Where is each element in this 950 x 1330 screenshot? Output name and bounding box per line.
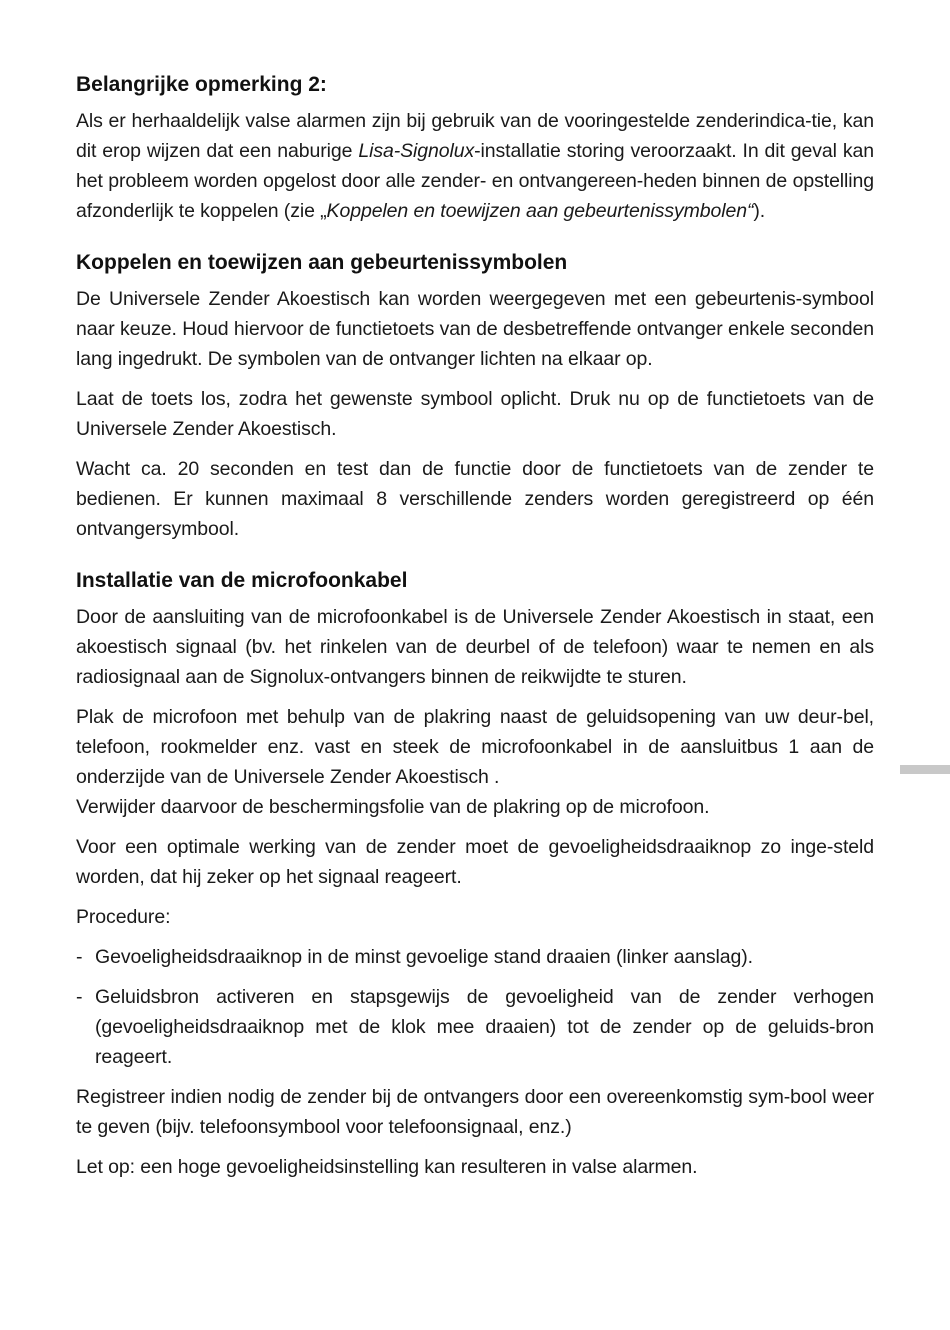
paragraph-procedure: Procedure: <box>76 906 171 928</box>
paragraph-warning: Let op: een hoge gevoeligheidsinstelling kan resulteren in valse alarmen. <box>76 1156 698 1178</box>
section-pairing <box>76 248 874 544</box>
heading-pairing: Koppelen en toewijzen aan gebeurtenissymbolen <box>76 251 568 274</box>
dash-bullet: - <box>76 986 83 1008</box>
section-microphone-cable <box>76 566 874 1182</box>
page-edge-tab <box>900 765 950 774</box>
procedure-step-2: - Geluidsbron activeren en stapsgewijs de gevoeligheid van de zender verhogen (gevoeligheidsdraaiknop met de klok mee draaien) tot de zender op de geluids-bron reageert. <box>76 982 874 1072</box>
paragraph-release-key: Laat de toets los, zodra het gewenste symbool oplicht. Druk nu op de functietoets van de Universele Zender Akoestisch. <box>76 388 874 440</box>
manual-page <box>76 70 874 1204</box>
procedure-step-1: - Gevoeligheidsdraaiknop in de minst gevoelige stand draaien (linker aanslag). <box>76 942 874 972</box>
dash-bullet: - <box>76 946 83 968</box>
paragraph-pairing-intro: De Universele Zender Akoestisch kan worden weergegeven met een gebeurtenis-symbool naar keuze. Houd hiervoor de functietoets van de desbetreffende ontvanger enkele seconden lang ingedrukt. De symbolen van de ontvanger lichten na elkaar op. <box>76 288 874 370</box>
heading-microphone-cable: Installatie van de microfoonkabel <box>76 569 408 592</box>
paragraph-register: Registreer indien nodig de zender bij de ontvangers door een overeenkomstig sym-bool weer te geven (bijv. telefoonsymbool voor telefoonsignaal, enz.) <box>76 1086 874 1138</box>
paragraph-attach-microphone: Plak de microfoon met behulp van de plakring naast de geluidsopening van uw deur-bel, telefoon, rookmelder enz. vast en steek de microfoonkabel in de aansluitbus 1 aan de onderzijde van de Universele Zender Akoestisch . Verwijder daarvoor de beschermingsfolie van de plakring op de microfoon. <box>76 706 874 818</box>
paragraph-sensitivity: Voor een optimale werking van de zender moet de gevoeligheidsdraaiknop zo inge-steld worden, dat hij zeker op het signaal reageert. <box>76 836 874 888</box>
paragraph-cable-intro: Door de aansluiting van de microfoonkabel is de Universele Zender Akoestisch in staat, een akoestisch signaal (bv. het rinkelen van de deurbel of de telefoon) waar te nemen en als radiosignaal aan de Signolux-ontvangers binnen de reikwijdte te sturen. <box>76 606 874 688</box>
section-important-note <box>76 70 874 226</box>
paragraph-false-alarms: Als er herhaaldelijk valse alarmen zijn bij gebruik van de vooringestelde zenderindica-tie, kan dit erop wijzen dat een naburige Lisa-Signolux-installatie storing veroorzaakt. In dit geval kan het probleem worden opgelost door alle zender- en ontvangereen-heden binnen de opstelling afzonderlijk te koppelen (zie „Koppelen en toewijzen aan gebeurtenissymbolen“). <box>76 110 874 222</box>
heading-important-note: Belangrijke opmerking 2: <box>76 73 327 96</box>
paragraph-wait-test: Wacht ca. 20 seconden en test dan de functie door de functietoets van de zender te bedienen. Er kunnen maximaal 8 verschillende zenders worden geregistreerd op één ontvangersymbool. <box>76 458 874 540</box>
